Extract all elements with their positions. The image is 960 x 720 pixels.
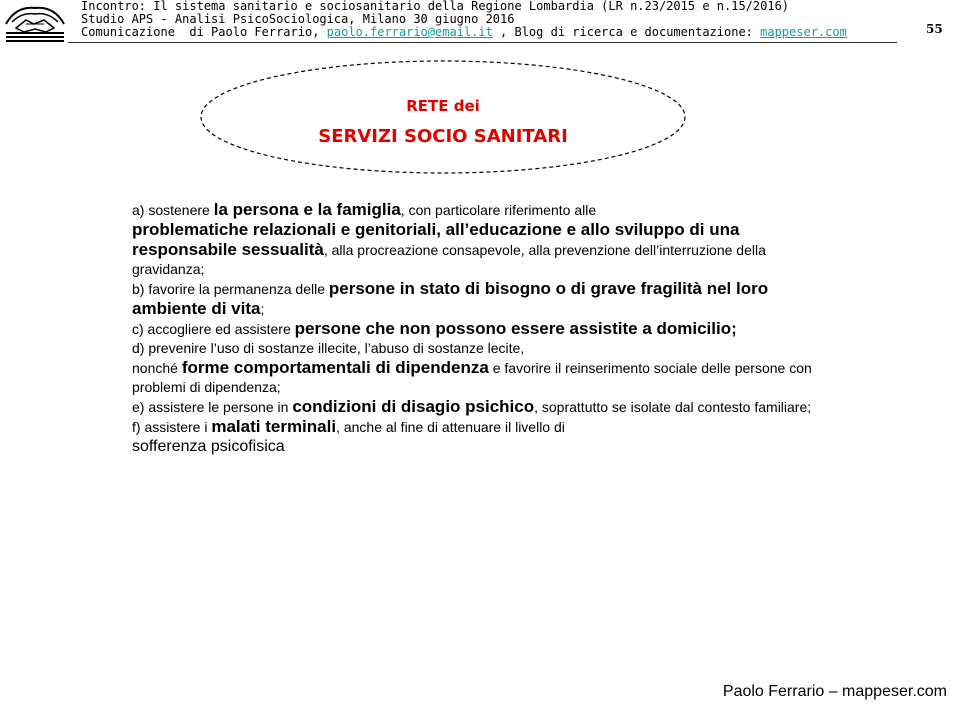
header-blog-text: , Blog di ricerca e documentazione: — [492, 25, 761, 39]
para-a-bold-2: problematiche relazionali e genitoriali, all’educazione e allo sviluppo di una responsabile sessualità — [132, 220, 740, 259]
para-e-bold-1: condizioni di disagio psichico — [292, 397, 535, 416]
para-e-text-2: , soprattutto se isolate dal contesto familiare; — [534, 399, 812, 415]
para-a-text-3: , alla procreazione consapevole, alla prevenzione dell’interruzione della gravidanza; — [132, 242, 766, 277]
para-d-bold-1: forme comportamentali di dipendenza — [181, 358, 489, 377]
para-a-bold-1: la persona e la famiglia — [213, 200, 401, 219]
header-divider — [68, 42, 897, 43]
para-b-text-2: ; — [260, 301, 265, 317]
header-credit: Comunicazione di Paolo Ferrario, — [81, 25, 327, 39]
footer-credit: Paolo Ferrario – mappeser.com — [722, 683, 947, 700]
paragraph-c — [132, 319, 812, 339]
para-f-text-1: f) assistere i — [132, 419, 212, 435]
para-f-text-3: sofferenza psicofisica — [132, 438, 285, 455]
site-link[interactable]: mappeser.com — [760, 25, 847, 39]
para-d-text-3: e favorire il reinserimento sociale delle persone con problemi di dipendenza; — [132, 360, 812, 395]
para-e-text-1: e) assistere le persone in — [132, 399, 293, 415]
page-number: 55 — [926, 22, 943, 36]
hands-logo-icon — [4, 2, 66, 42]
para-c-text-1: c) accogliere ed assistere — [132, 321, 295, 337]
paragraph-e — [132, 397, 812, 417]
para-c-bold-1: persone che non possono essere assistite a domicilio; — [294, 319, 737, 338]
title-line-2: SERVIZI SOCIO SANITARI — [318, 126, 568, 147]
para-f-bold-1: malati terminali — [211, 417, 337, 436]
paragraph-d — [132, 339, 812, 397]
paragraph-f — [132, 417, 812, 456]
para-d-text-1: d) prevenire l’uso di sostanze illecite, l’abuso di sostanze lecite, — [132, 340, 525, 356]
header-line-3 — [81, 26, 901, 39]
email-link[interactable]: paolo.ferrario@email.it — [326, 25, 493, 39]
header-line-2: Studio APS - Analisi PsicoSociologica, Milano 30 giugno 2016 — [81, 12, 515, 26]
para-a-text-2: , con particolare riferimento alle — [400, 202, 597, 218]
title-ellipse — [198, 58, 688, 176]
para-d-text-2: nonché — [132, 360, 182, 376]
para-b-bold-1: persone in stato di bisogno o di grave fragilità nel loro ambiente di vita — [132, 279, 769, 318]
para-b-text-1: b) favorire la permanenza delle — [132, 281, 329, 297]
header-line-1: Incontro: Il sistema sanitario e sociosanitario della Regione Lombardia (LR n.23/2015 e n.15/2016) — [81, 0, 790, 13]
para-f-text-2: , anche al fine di attenuare il livello di — [336, 419, 565, 435]
content-body — [132, 200, 812, 456]
paragraph-a — [132, 200, 812, 279]
header — [81, 0, 901, 39]
paragraph-b — [132, 279, 812, 319]
para-a-text-1: a) sostenere — [132, 202, 214, 218]
title-line-1: RETE dei — [406, 97, 480, 115]
